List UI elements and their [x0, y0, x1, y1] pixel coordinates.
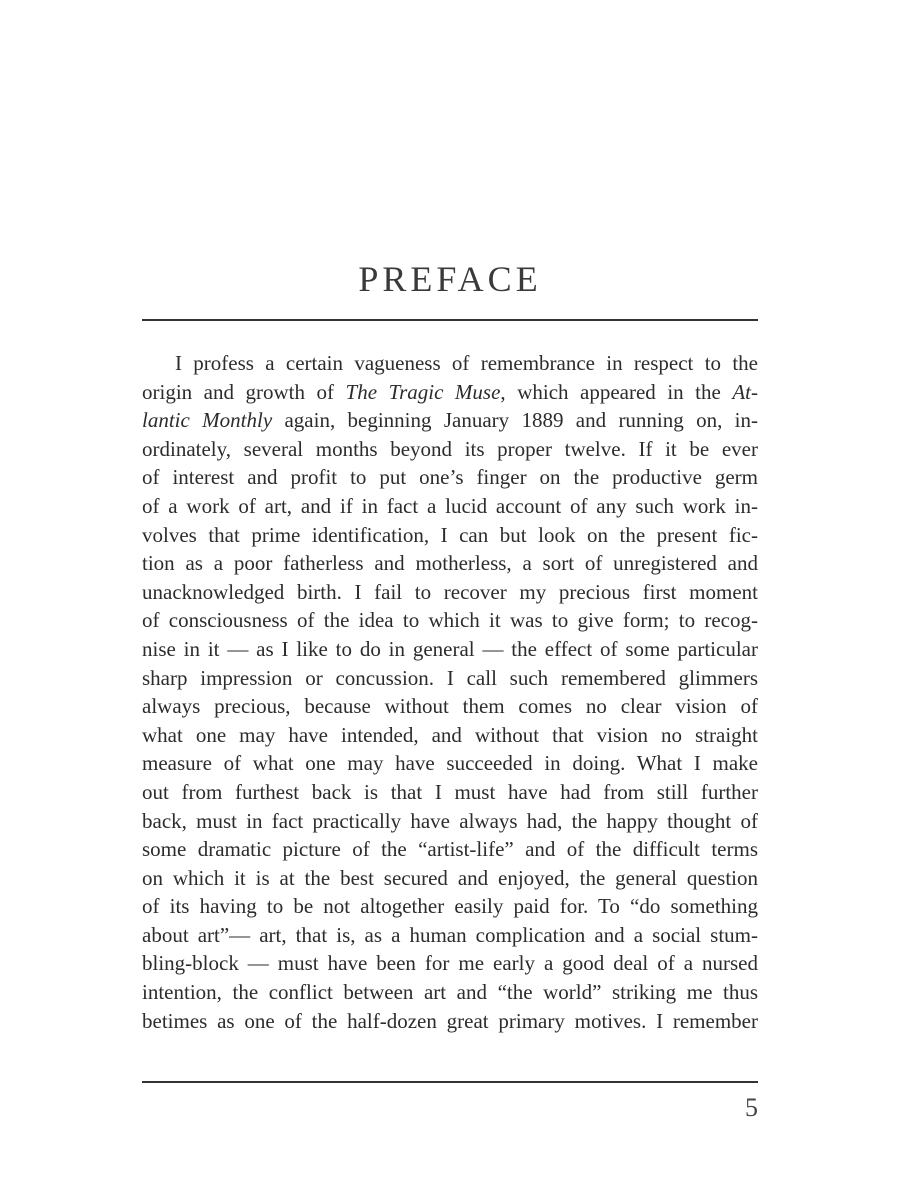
text-line: what one may have intended, and without that vision no straight	[142, 722, 758, 747]
text-line: of its having to be not altogether easily paid for. To “do something	[142, 894, 758, 919]
text-line: ordinately, several months beyond its proper twelve. If it be ever	[142, 436, 758, 461]
text-line: I profess a certain vagueness of remembrance in respect to the	[175, 351, 758, 375]
body-paragraph	[142, 349, 758, 1035]
text-line: of consciousness of the idea to which it was to give form; to recog-	[142, 608, 758, 633]
text-line: of interest and profit to put one’s finger on the productive germ	[142, 465, 758, 490]
text-line: of a work of art, and if in fact a lucid account of any such work in-	[142, 493, 758, 518]
bottom-rule	[142, 1081, 758, 1083]
text-line: measure of what one may have succeeded in doing. What I make	[142, 751, 758, 776]
text-line: bling-block — must have been for me early a good deal of a nursed	[142, 951, 758, 976]
italic-title: The Tragic Muse	[345, 379, 501, 404]
text-line: betimes as one of the half-dozen great primary motives. I remember	[142, 1008, 758, 1033]
text-line: tion as a poor fatherless and motherless, a sort of unregistered and	[142, 551, 758, 576]
text-line: about art”— art, that is, as a human complication and a social stum-	[142, 922, 758, 947]
text-line: back, must in fact practically have always had, the happy thought of	[142, 808, 758, 833]
text-line: intention, the conflict between art and “the world” striking me thus	[142, 980, 758, 1005]
text-line: volves that prime identification, I can but look on the present fic-	[142, 522, 758, 547]
top-rule	[142, 319, 758, 321]
text-line: always precious, because without them comes no clear vision of	[142, 694, 758, 719]
text-line: lantic Monthly again, beginning January 1889 and running on, in-	[142, 408, 759, 433]
text-line: out from furthest back is that I must have had from still further	[142, 779, 758, 804]
italic-title: lantic Monthly	[142, 408, 273, 433]
page-number: 5	[745, 1093, 758, 1122]
text-line: origin and growth of The Tragic Muse, which appeared in the At-	[142, 379, 758, 404]
text-line: some dramatic picture of the “artist-life” and of the difficult terms	[142, 837, 758, 862]
text-line: sharp impression or concussion. I call such remembered glimmers	[142, 665, 758, 690]
text-line: nise in it — as I like to do in general — the effect of some particular	[142, 636, 758, 661]
italic-title: At-	[732, 379, 758, 404]
text-line: on which it is at the best secured and enjoyed, the general question	[142, 865, 758, 890]
text-line: unacknowledged birth. I fail to recover my precious first moment	[142, 579, 758, 604]
page-title: PREFACE	[358, 259, 542, 299]
